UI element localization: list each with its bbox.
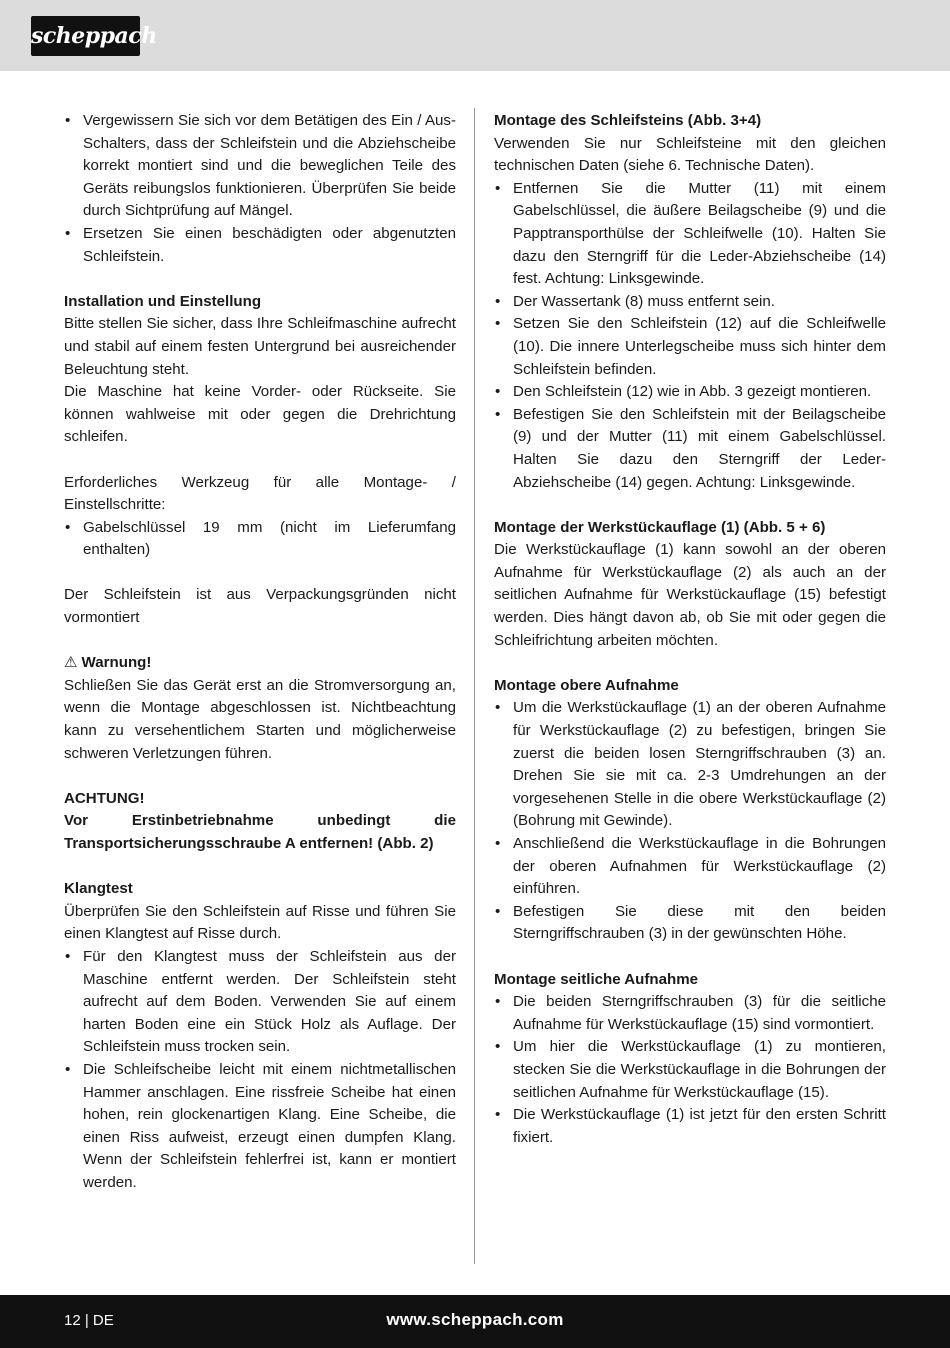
tools-text: Erforderliches Werkzeug für alle Montage- / Einstellschritte: xyxy=(64,473,456,514)
side-heading: Montage seitliche Aufnahme xyxy=(494,970,699,988)
right-column xyxy=(494,110,886,1149)
attention-text: Vor Erstinbetriebnahme unbedingt die Transportsicherungsschraube A entfernen! (Abb. 2) xyxy=(64,812,456,852)
install-heading: Installation und Einstellung xyxy=(64,292,262,310)
list-item: • Die Schleifscheibe leicht mit einem nichtmetallischen Hammer anschlagen. Eine rissfreie Scheibe hat einen hohen, rein glockenartigen Klang. Eine Scheibe, die einen Riss aufweist, erzeugt einen dumpfen Klang. Wenn der Schleifstein fehlerfrei ist, kann er montiert werden. xyxy=(64,1059,456,1195)
rest-heading: Montage der Werkstückauflage (1) (Abb. 5 + 6) xyxy=(494,518,826,536)
side-bullets xyxy=(494,991,886,1149)
scheppach-logo: scheppach xyxy=(31,16,140,56)
stone-text: Verwenden Sie nur Schleifsteine mit den gleichen technischen Daten (siehe 6. Technische Daten). xyxy=(494,134,886,175)
warning-heading: Warnung! xyxy=(81,654,152,672)
website-link[interactable]: www.scheppach.com xyxy=(386,1310,564,1329)
page-footer xyxy=(0,1295,950,1348)
install-text-1: Bitte stellen Sie sicher, dass Ihre Schleifmaschine aufrecht und stabil auf einem festen Untergrund bei ausreichender Beleuchtung steht. xyxy=(64,315,456,378)
rest-text: Die Werkstückauflage (1) kann sowohl an der oberen Aufnahme für Werkstückauflage (2) als auch an der seitlichen Aufnahme für Werkstückauflage (15) befestigt werden. Dies hängt davon ab, ob Sie mit oder gegen die Schleifrichtung arbeiten möchten. xyxy=(494,541,886,649)
packaging-text: Der Schleifstein ist aus Verpackungsgründen nicht vormontiert xyxy=(64,586,456,627)
klangtest-bullets xyxy=(64,946,456,1195)
list-item: • Befestigen Sie den Schleifstein mit der Beilagscheibe (9) und der Mutter (11) mit einem Gabelschlüssel. Halten Sie dazu den Sterngriff der Leder-Abziehscheibe (14) gegen. Achtung: Linksgewinde. xyxy=(494,404,886,494)
klangtest-heading: Klangtest xyxy=(64,880,133,898)
page-number: 12 | DE xyxy=(64,1312,114,1329)
list-item: • Den Schleifstein (12) wie in Abb. 3 gezeigt montieren. xyxy=(494,381,886,404)
list-item: • Vergewissern Sie sich vor dem Betätigen des Ein / Aus-Schalters, dass der Schleifstein und die Abziehscheibe korrekt montiert sind und die beweglichen Teile des Geräts reibungslos funktionieren. Überprüfen Sie beide durch Sichtprüfung auf Mängel. xyxy=(64,110,456,223)
warning-text: Schließen Sie das Gerät erst an die Stromversorgung an, wenn die Montage abgeschlossen ist. Nichtbeachtung kann zu versehentlichem Starten und möglicherweise schweren Verletzungen führen. xyxy=(64,676,456,762)
list-item: • Die Werkstückauflage (1) ist jetzt für den ersten Schritt fixiert. xyxy=(494,1104,886,1149)
tools-bullets xyxy=(64,517,456,562)
safety-bullets xyxy=(64,110,456,268)
column-divider xyxy=(474,108,475,1264)
list-item: • Ersetzen Sie einen beschädigten oder abgenutzten Schleifstein. xyxy=(64,223,456,268)
warning-heading-line xyxy=(64,652,456,675)
stone-bullets xyxy=(494,178,886,494)
upper-heading: Montage obere Aufnahme xyxy=(494,676,679,694)
list-item: • Die beiden Sterngriffschrauben (3) für die seitliche Aufnahme für Werkstückauflage (15) sind vormontiert. xyxy=(494,991,886,1036)
page-header xyxy=(0,0,950,71)
list-item: • Befestigen Sie diese mit den beiden Sterngriffschrauben (3) in der gewünschten Höhe. xyxy=(494,901,886,946)
upper-bullets xyxy=(494,697,886,946)
warning-triangle-icon: ⚠ xyxy=(64,654,78,672)
list-item: • Setzen Sie den Schleifstein (12) auf die Schleifwelle (10). Die innere Unterlegscheibe muss sich hinter dem Schleifstein befinden. xyxy=(494,313,886,381)
klangtest-text: Überprüfen Sie den Schleifstein auf Risse und führen Sie einen Klangtest auf Risse durch. xyxy=(64,902,456,943)
list-item: • Der Wassertank (8) muss entfernt sein. xyxy=(494,291,886,314)
list-item: • Gabelschlüssel 19 mm (nicht im Lieferumfang enthalten) xyxy=(64,517,456,562)
list-item: • Entfernen Sie die Mutter (11) mit einem Gabelschlüssel, die äußere Beilagscheibe (9) und die Papptransporthülse der Schleifwelle (10). Halten Sie dazu den Sterngriff für die Leder-Abziehscheibe (14) fest. Achtung: Linksgewinde. xyxy=(494,178,886,291)
install-text-2: Die Maschine hat keine Vorder- oder Rückseite. Sie können wahlweise mit oder gegen die Drehrichtung schleifen. xyxy=(64,383,456,446)
stone-heading: Montage des Schleifsteins (Abb. 3+4) xyxy=(494,112,762,129)
left-column xyxy=(64,110,456,1195)
attention-heading: ACHTUNG! xyxy=(64,789,145,807)
list-item: • Um hier die Werkstückauflage (1) zu montieren, stecken Sie die Werkstückauflage in die Bohrungen der seitlichen Aufnahme für Werkstückauflage (15). xyxy=(494,1036,886,1104)
list-item: • Um die Werkstückauflage (1) an der oberen Aufnahme für Werkstückauflage (2) zu befestigen, bringen Sie zuerst die beiden losen Sterngriffschrauben (3) an. Drehen Sie sie mit ca. 2-3 Umdrehungen an der vorgesehenen Stelle in die obere Werkstückauflage (2) (Bohrung mit Gewinde). xyxy=(494,697,886,833)
list-item: • Für den Klangtest muss der Schleifstein aus der Maschine entfernt werden. Der Schleifstein steht aufrecht auf dem Boden. Verwenden Sie auf einem harten Boden eine ein Stück Holz als Auflage. Der Schleifstein muss trocken sein. xyxy=(64,946,456,1059)
list-item: • Anschließend die Werkstückauflage in die Bohrungen der oberen Aufnahmen für Werkstückauflage (2) einführen. xyxy=(494,833,886,901)
